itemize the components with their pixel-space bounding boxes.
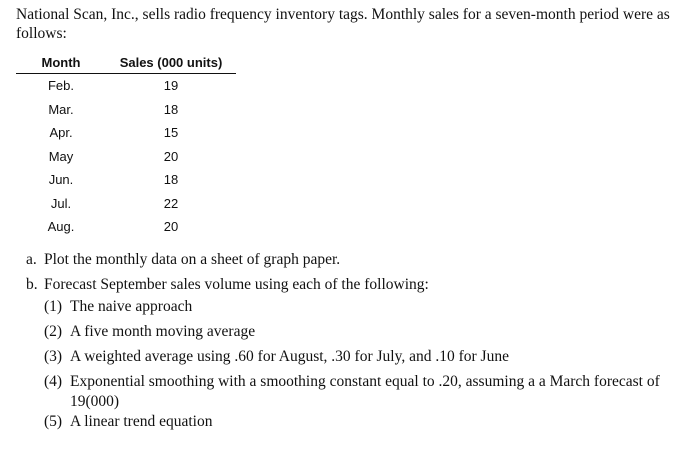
cell-month: Jun.: [48, 172, 74, 188]
sub-item-number: (5): [44, 413, 63, 430]
question-b: [26, 272, 690, 297]
sub-item: [44, 372, 690, 412]
table-row: [16, 215, 236, 239]
sub-item-text: A weighted average using .60 for August, .30 for July, and .10 for June: [70, 348, 509, 365]
question-a: [26, 247, 690, 272]
sub-item-text: A five month moving average: [70, 323, 256, 340]
question-text: Plot the monthly data on a sheet of graph paper.: [44, 250, 341, 268]
cell-month: Mar.: [48, 101, 74, 117]
cell-month: Feb.: [47, 78, 74, 94]
cell-month: Aug.: [47, 219, 75, 235]
header-month: Month: [41, 55, 81, 70]
cell-month: Apr.: [49, 125, 73, 141]
sub-item-number: (4): [44, 373, 63, 390]
sales-table: [16, 52, 236, 239]
sub-item-text: Exponential smoothing with a smoothing constant equal to .20, assuming a a March forecast of: [70, 373, 660, 390]
question-text: Forecast September sales volume using each of the following:: [44, 275, 429, 293]
table-row: [16, 98, 236, 122]
table-row: [16, 121, 236, 145]
sub-item-number: (2): [44, 323, 63, 340]
sub-item-continuation: 19(000): [70, 393, 120, 410]
table-row: [16, 145, 236, 169]
sub-item-number: (3): [44, 348, 63, 365]
cell-sales: 15: [163, 125, 179, 141]
table-row: [16, 168, 236, 192]
cell-sales: 20: [163, 219, 179, 235]
sub-item: [44, 412, 690, 437]
problem-intro: National Scan, Inc., sells radio frequency inventory tags. Monthly sales for a seven-month period were as follows:: [16, 6, 670, 42]
sub-item-text: A linear trend equation: [70, 413, 213, 430]
sub-item-number: (1): [44, 298, 63, 315]
table-row: [16, 192, 236, 216]
cell-sales: 20: [163, 148, 179, 164]
question-letter: b.: [26, 275, 38, 293]
cell-sales: 18: [163, 101, 179, 117]
cell-sales: 18: [163, 172, 179, 188]
cell-sales: 19: [163, 78, 179, 94]
sub-item: [44, 347, 690, 372]
cell-month: Jul.: [50, 195, 72, 211]
cell-sales: 22: [163, 195, 179, 211]
question-letter: a.: [26, 250, 37, 268]
questions-list: [26, 247, 690, 437]
table-row: [16, 74, 236, 98]
sub-item: [44, 297, 690, 322]
sub-item-text: The naive approach: [70, 298, 193, 315]
table-header: [16, 52, 236, 74]
header-sales: Sales (000 units): [119, 55, 223, 70]
sub-item: [44, 322, 690, 347]
sub-item-text-wrap: [70, 372, 690, 412]
cell-month: May: [48, 148, 74, 164]
